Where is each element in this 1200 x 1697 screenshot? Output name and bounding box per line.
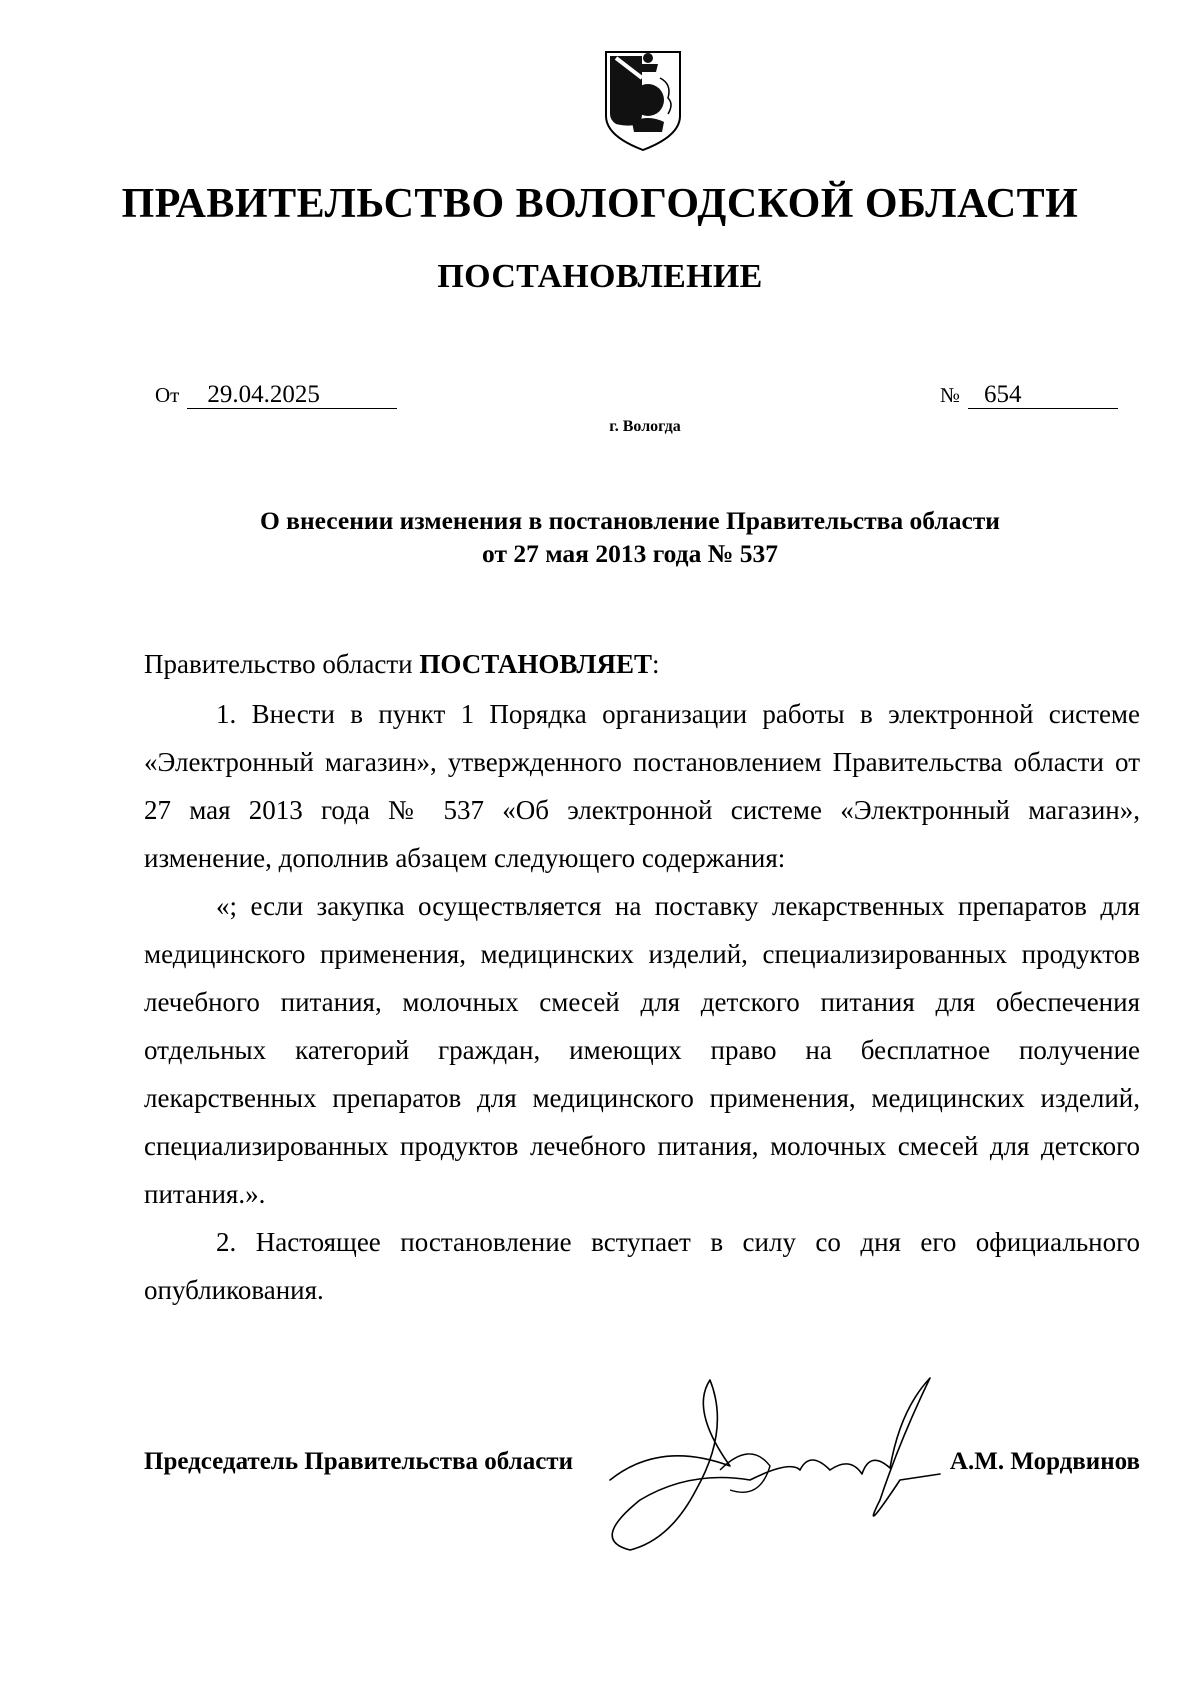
organization-title: ПРАВИТЕЛЬСТВО ВОЛОГОДСКОЙ ОБЛАСТИ	[121, 181, 1079, 227]
date-prefix: От	[155, 383, 180, 407]
signatory-name: А.М. Мордвинов	[949, 1448, 1140, 1475]
document-number: 654	[968, 382, 1118, 409]
coat-of-arms-icon	[602, 44, 684, 154]
heading-line-2: от 27 мая 2013 года № 537	[482, 539, 778, 568]
number-prefix: №	[940, 383, 961, 407]
paragraph-1: 1. Внести в пункт 1 Порядка организации работы в электронной системе «Электронный магазин», утвержденного постановлением Правительства области от 27 мая 2013 года № 537 «Об электронной системе «Электронный магазин», изменение, дополнив абзацем следующего содержания:	[144, 699, 1140, 873]
document-body	[144, 640, 1140, 1314]
quoted-amendment: «; если закупка осуществляется на поставку лекарственных препаратов для медицинского применения, медицинских изделий, специализированных продуктов лечебного питания, молочных смесей для детского питания для обеспечения отдельных категорий граждан, имеющих право на бесплатное получение лекарственных препаратов для медицинского применения, медицинских изделий, специализированных продуктов лечебного питания, молочных смесей для детского питания.».	[144, 891, 1140, 1209]
document-city: г. Вологда	[609, 418, 681, 435]
paragraph-2: 2. Настоящее постановление вступает в силу со дня его официального опубликования.	[144, 1227, 1140, 1305]
intro-text: Правительство области	[144, 649, 420, 679]
handwritten-signature-icon	[600, 1370, 960, 1570]
heading-line-1: О внесении изменения в постановление Правительства области	[259, 506, 1001, 535]
document-date: 29.04.2025	[187, 382, 397, 409]
document-number-row	[940, 382, 1118, 409]
intro-colon: :	[651, 649, 660, 679]
intro-paragraph	[144, 640, 1140, 688]
document-type: ПОСТАНОВЛЕНИЕ	[437, 258, 763, 295]
intro-decree-word: ПОСТАНОВЛЯЕТ	[419, 649, 652, 679]
signatory-position: Председатель Правительства области	[144, 1448, 573, 1475]
document-heading	[180, 504, 1080, 570]
document-date-row	[155, 382, 397, 409]
